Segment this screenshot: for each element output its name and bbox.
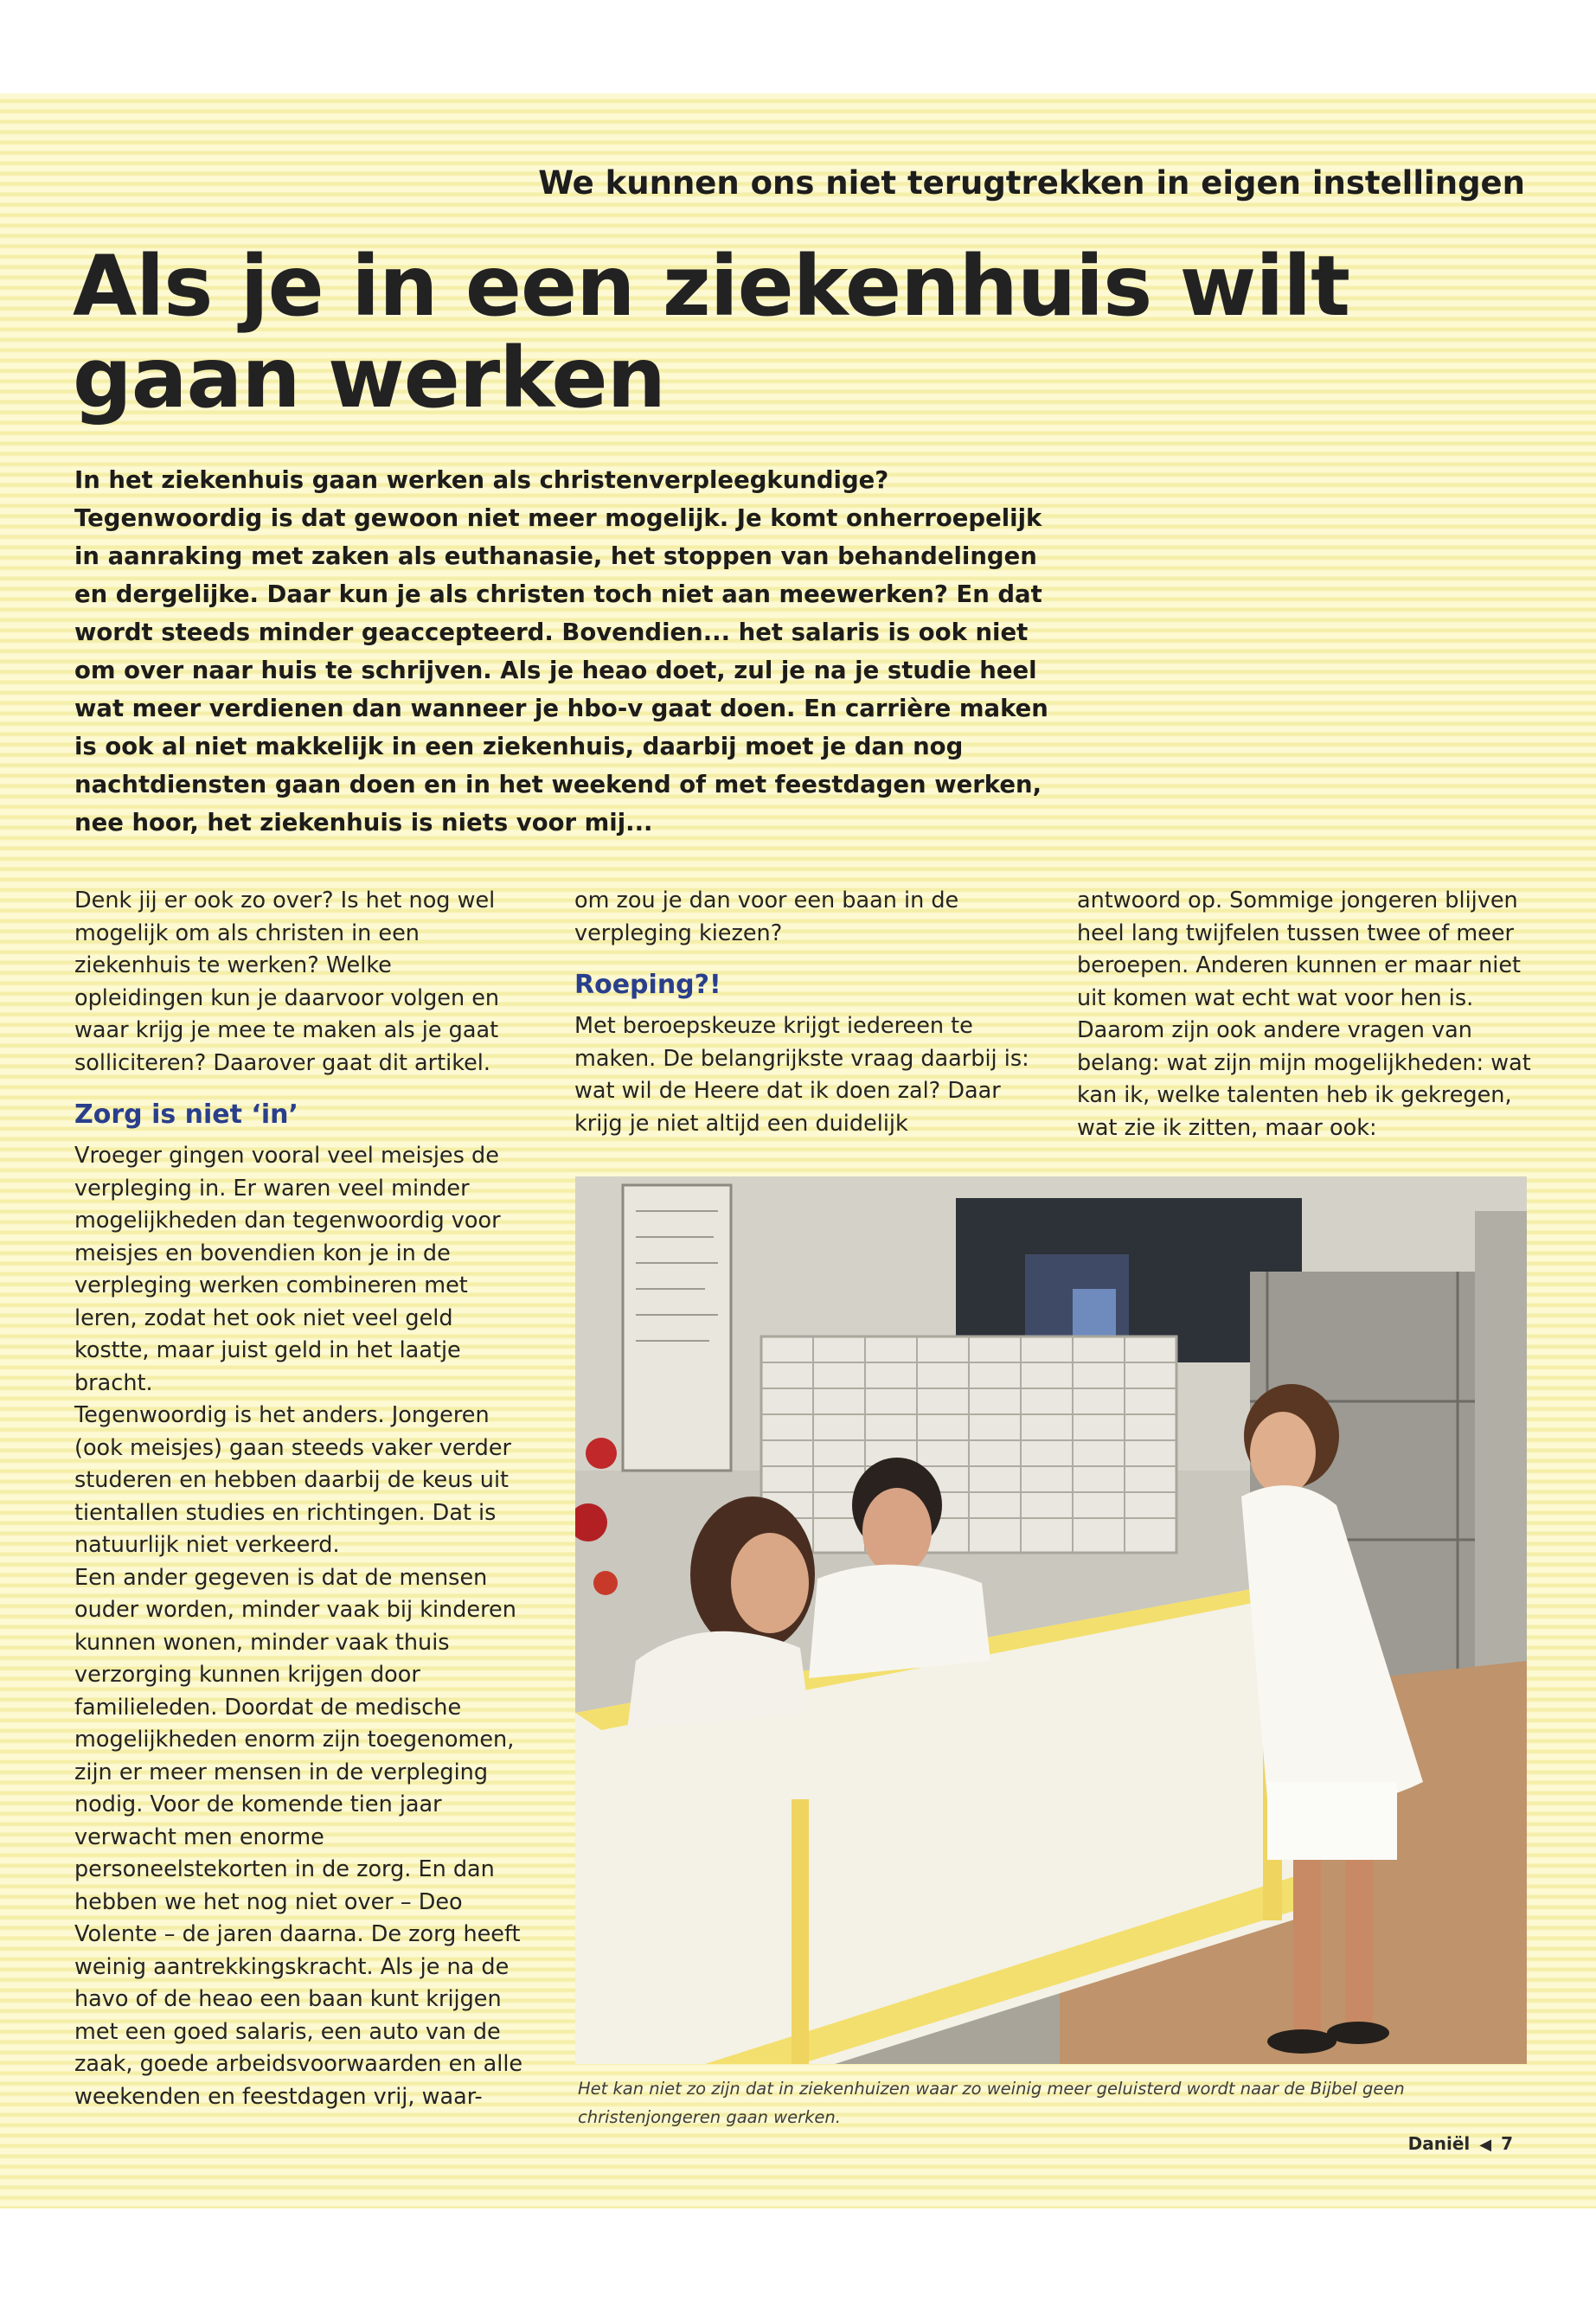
intro-paragraph: Denk jij er ook zo over? Is het nog wel mogelijk om als christen in een ziekenhuis te werken? Welke opleidingen kun je daarvoor volgen en waar krijg je mee te maken als je gaat solliciteren? Daarover gaat dit artikel. xyxy=(74,888,500,1076)
magazine-page xyxy=(0,93,1596,2208)
paragraph: Vroeger gingen vooral veel meisjes de verpleging in. Er waren veel minder mogelijkheden dan tegenwoordig voor meisjes en bovendien kon je in de verpleging werken combineren met leren, zodat het ook niet veel geld kostte, maar juist geld in het laatje bracht. xyxy=(74,1143,501,1396)
hospital-photo xyxy=(575,1176,1527,2064)
page-footer xyxy=(1408,2133,1513,2154)
paragraph: om zou je dan voor een baan in de verpleging kiezen? xyxy=(574,888,959,946)
magazine-name: Daniël xyxy=(1407,2133,1471,2154)
text-column-3 xyxy=(1077,885,1535,1144)
article-title: Als je in een ziekenhuis wilt gaan werken xyxy=(73,238,1350,426)
article-kicker: We kunnen ons niet terugtrekken in eigen instellingen xyxy=(538,164,1525,202)
photo-illustration xyxy=(575,1176,1527,2064)
arrow-left-icon: ◀ xyxy=(1479,2136,1492,2154)
paragraph: Tegenwoordig is het anders. Jongeren (ook meisjes) gaan steeds vaker verder studeren en hebben daarbij de keus uit tientallen studies en richtingen. Dat is natuurlijk niet verkeerd. xyxy=(74,1402,512,1558)
paragraph: antwoord op. Sommige jongeren blijven heel lang twijfelen tussen twee of meer beroepen. Anderen kunnen er maar niet uit komen wat echt wat voor hen is. Daarom zijn ook andere vragen van belang: wat zijn mijn mogelijkheden: wat kan ik, welke talenten heb ik gekregen, wat zie ik zitten, maar ook: xyxy=(1077,888,1531,1141)
subhead-zorg: Zorg is niet ‘in’ xyxy=(74,1099,298,1130)
subhead-roeping: Roeping?! xyxy=(574,970,721,1000)
text-column-1 xyxy=(74,885,524,2113)
text-column-2 xyxy=(574,885,1042,1140)
paragraph: Een ander gegeven is dat de mensen ouder worden, minder vaak bij kinderen kunnen wonen, minder vaak thuis verzorging kunnen krijgen door familieleden. Doordat de medische mogelijkheden enorm zijn toegenomen, zijn er meer mensen in de verpleging nodig. Voor de komende tien jaar verwacht men enorme personeelstekorten in de zorg. En dan hebben we het nog niet over – Deo Volente – de jaren daarna. De zorg heeft weinig aantrekkingskracht. Als je na de havo of de heao een baan kunt krijgen met een goed salaris, een auto van de zaak, goede arbeidsvoorwaarden en alle weekenden en feestdagen vrij, waar- xyxy=(74,1564,523,2110)
paragraph: Met beroepskeuze krijgt iedereen te maken. De belangrijkste vraag daarbij is: wat wil de Heere dat ik doen zal? Daar krijg je niet altijd een duidelijk xyxy=(574,1013,1029,1137)
article-lead: In het ziekenhuis gaan werken als christenverpleegkundige? Tegenwoordig is dat gewoon niet meer mogelijk. Je komt onherroepelijk in aanraking met zaken als euthanasie, het stoppen van behandelingen en dergelijke. Daar kun je als christen toch niet aan meewerken? En dat wordt steeds minder geaccepteerd. Bovendien... het salaris is ook niet om over naar huis te schrijven. Als je heao doet, zul je na je studie heel wat meer verdienen dan wanneer je hbo-v gaat doen. En carrière maken is ook al niet makkelijk in een ziekenhuis, daarbij moet je dan nog nachtdiensten gaan doen en in het weekend of met feestdagen werken, nee hoor, het ziekenhuis is niets voor mij... xyxy=(74,466,1048,836)
page-number: 7 xyxy=(1501,2133,1513,2154)
photo-caption: Het kan niet zo zijn dat in ziekenhuizen waar zo weinig meer geluisterd wordt naar de Bijbel geen christenjongeren gaan werken. xyxy=(578,2079,1405,2127)
